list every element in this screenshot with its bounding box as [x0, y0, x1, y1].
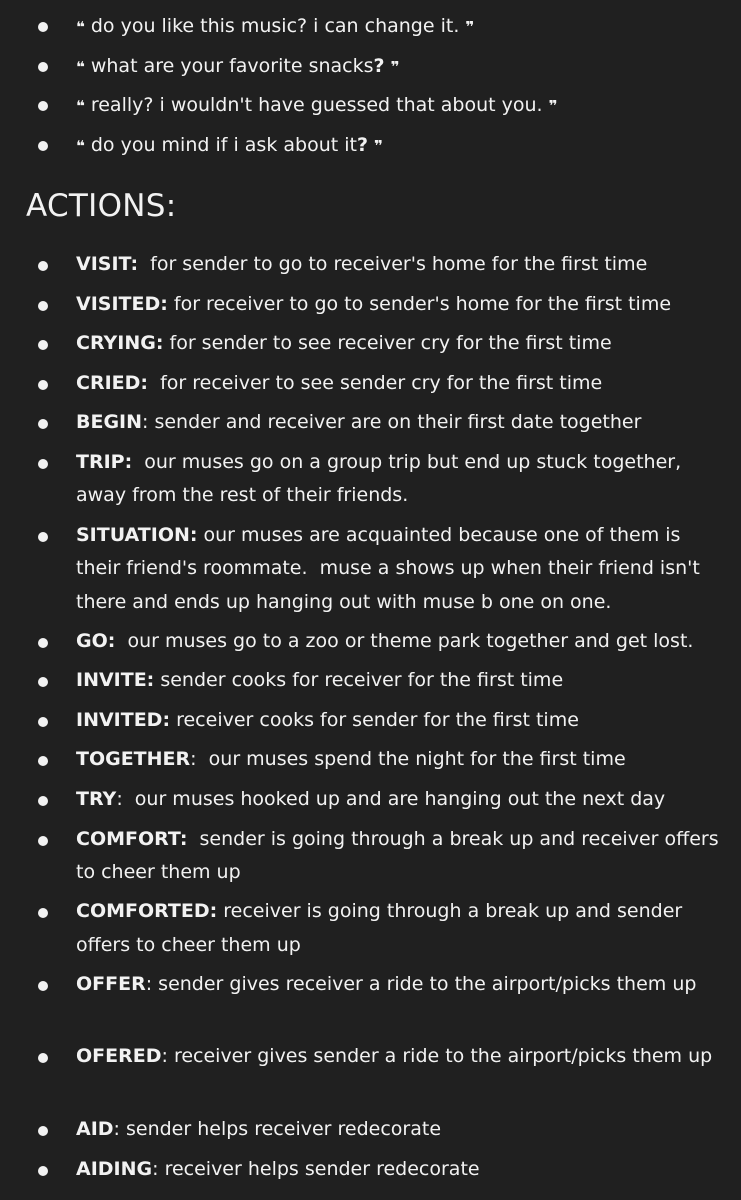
quote-text: what are your favorite snacks [84, 54, 374, 77]
bullet-icon [38, 301, 48, 311]
action-description: : sender gives receiver a ride to the airport/picks them up [145, 972, 697, 995]
action-description: for sender to go to receiver's home for the first time [138, 253, 648, 275]
section-heading: ACTIONS: [26, 188, 177, 224]
bullet-icon [38, 836, 48, 846]
bullet-icon [38, 141, 48, 151]
action-item [0, 625, 741, 665]
close-quote-icon: ❞ [374, 136, 383, 155]
action-description: our muses are acquainted because one of them is their friend's roommate. muse a shows up when their friend isn't there and ends up hanging out with muse b one on one. [76, 523, 706, 613]
quote-bold-tail: ? [373, 54, 385, 77]
action-term: COMFORT: [76, 827, 188, 850]
action-description: : sender helps receiver redecorate [113, 1117, 442, 1140]
action-term: TRIP: [76, 450, 133, 473]
action-item [0, 406, 741, 446]
action-term: CRIED: [76, 371, 148, 394]
action-term: CRYING: [76, 332, 164, 355]
bullet-icon [38, 1126, 48, 1136]
action-item [0, 446, 741, 519]
action-item [0, 248, 741, 288]
bullet-icon [38, 532, 48, 542]
bullet-icon [38, 796, 48, 806]
close-quote-icon: ❞ [548, 97, 558, 115]
close-quote-icon: ❞ [390, 57, 400, 76]
action-description: receiver cooks for sender for the first time [170, 708, 579, 731]
action-term: INVITED: [76, 708, 171, 731]
action-description: : receiver helps sender redecorate [152, 1157, 480, 1180]
action-description: sender cooks for receiver for the first time [154, 669, 564, 692]
bullet-icon [38, 756, 48, 766]
action-term: TRY [76, 787, 117, 810]
quote-text: do you like this music? i can change it. [84, 15, 466, 37]
bullet-icon [38, 638, 48, 648]
action-term: GO: [76, 629, 116, 652]
action-description: for receiver to see sender cry for the first time [148, 371, 603, 394]
action-item [0, 367, 741, 407]
action-item [0, 895, 741, 968]
bullet-icon [38, 459, 48, 469]
action-item [0, 823, 741, 896]
action-item [0, 664, 741, 704]
bullet-icon [38, 981, 48, 991]
action-description: our muses go on a group trip but end up stuck together, away from the rest of their friends. [76, 450, 688, 507]
action-item [0, 743, 741, 783]
open-quote-icon: ❝ [76, 136, 85, 155]
action-item [0, 327, 741, 367]
action-description: : receiver gives sender a ride to the airport/picks them up [161, 1045, 713, 1068]
bullet-icon [38, 101, 48, 111]
action-description: : our muses hooked up and are hanging out the next day [116, 787, 666, 810]
action-term: VISITED: [76, 292, 168, 315]
quote-item [0, 10, 741, 50]
action-item [0, 1113, 741, 1153]
close-quote-icon: ❞ [465, 18, 475, 36]
bullet-icon [38, 1053, 48, 1063]
quote-item [0, 89, 741, 129]
bullet-icon [38, 677, 48, 687]
action-description: for sender to see receiver cry for the first time [163, 332, 612, 355]
action-item [0, 968, 741, 1041]
action-term: VISIT: [76, 253, 139, 275]
action-description: receiver is going through a break up and sender offers to cheer them up [76, 900, 689, 956]
action-term: AIDING [76, 1157, 153, 1180]
quote-bold-tail: ? [356, 133, 368, 156]
action-term: SITUATION: [76, 523, 198, 546]
bullet-icon [38, 261, 48, 271]
open-quote-icon: ❝ [76, 97, 85, 115]
quote-text: do you mind if i ask about it [84, 133, 357, 156]
action-term: COMFORTED: [76, 900, 218, 923]
bullet-icon [38, 419, 48, 429]
action-term: OFERED [76, 1045, 162, 1068]
bullet-icon [38, 1166, 48, 1176]
action-term: TOGETHER [76, 748, 191, 771]
action-item [0, 783, 741, 823]
quote-list [0, 10, 741, 168]
action-description: for receiver to go to sender's home for the first time [167, 292, 672, 315]
action-item [0, 704, 741, 744]
bullet-icon [38, 380, 48, 390]
action-list [0, 248, 741, 1192]
action-term: BEGIN [76, 411, 143, 434]
bullet-icon [38, 908, 48, 918]
bullet-icon [38, 340, 48, 350]
action-term: OFFER [76, 972, 146, 995]
action-term: INVITE: [76, 669, 155, 692]
action-description: sender is going through a break up and receiver offers to cheer them up [76, 827, 725, 884]
action-description: : our muses spend the night for the first time [190, 748, 626, 771]
open-quote-icon: ❝ [76, 57, 85, 76]
bullet-icon [38, 22, 48, 32]
action-item [0, 1040, 741, 1113]
action-item [0, 1153, 741, 1193]
action-item [0, 519, 741, 625]
action-item [0, 288, 741, 328]
bullet-icon [38, 717, 48, 727]
quote-item [0, 129, 741, 169]
quote-item [0, 50, 741, 90]
action-term: AID [76, 1117, 114, 1140]
bullet-icon [38, 62, 48, 72]
quote-text: really? i wouldn't have guessed that about you. [84, 94, 549, 116]
open-quote-icon: ❝ [76, 18, 85, 36]
action-description: our muses go to a zoo or theme park together and get lost. [115, 629, 694, 652]
action-description: : sender and receiver are on their first date together [142, 411, 642, 434]
